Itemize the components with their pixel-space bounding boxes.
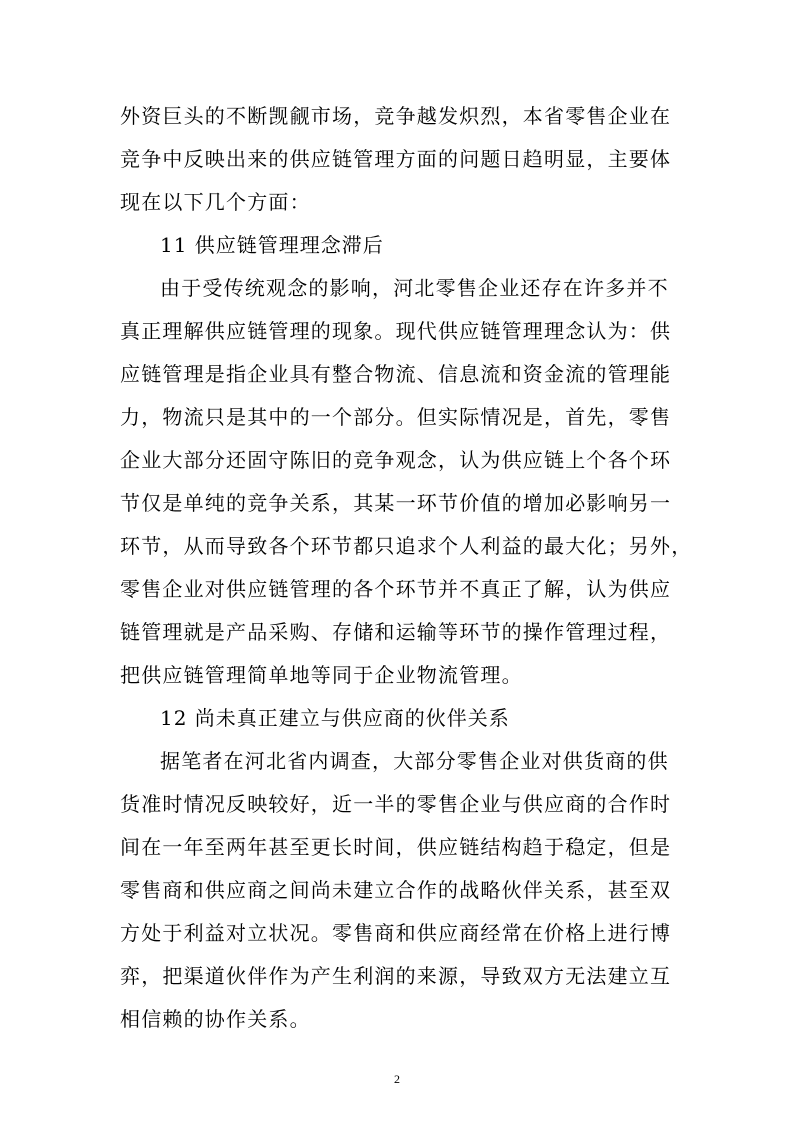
paragraph-2-line-3: 应链管理是指企业具有整合物流、信息流和资金流的管理能 <box>120 362 672 386</box>
page-number: 2 <box>394 1072 400 1086</box>
paragraph-2-line-4: 力，物流只是其中的一个部分。但实际情况是，首先，零售 <box>120 405 672 429</box>
paragraph-2-line-9: 链管理就是产品采购、存储和运输等环节的操作管理过程， <box>120 620 672 644</box>
paragraph-3-line-6: 弈，把渠道伙伴作为产生利润的来源，导致双方无法建立互 <box>120 964 672 988</box>
paragraph-2-line-7: 环节，从而导致各个环节都只追求个人利益的最大化；另外， <box>120 534 693 558</box>
paragraph-1-line-3: 现在以下几个方面： <box>120 190 311 214</box>
section-heading-1: 11 供应链管理理念滞后 <box>160 233 384 257</box>
paragraph-1-line-2: 竞争中反映出来的供应链管理方面的问题日趋明显，主要体 <box>120 147 672 171</box>
paragraph-1-line-1: 外资巨头的不断觊觎市场，竞争越发炽烈，本省零售企业在 <box>120 104 672 128</box>
paragraph-3-line-2: 货准时情况反映较好，近一半的零售企业与供应商的合作时 <box>120 792 672 816</box>
paragraph-2-line-6: 节仅是单纯的竞争关系，其某一环节价值的增加必影响另一 <box>120 491 672 515</box>
paragraph-3-line-4: 零售商和供应商之间尚未建立合作的战略伙伴关系，甚至双 <box>120 878 672 902</box>
section-heading-2: 12 尚未真正建立与供应商的伙伴关系 <box>160 706 510 730</box>
paragraph-3-line-7: 相信赖的协作关系。 <box>120 1007 311 1031</box>
paragraph-2-line-2: 真正理解供应链管理的现象。现代供应链管理理念认为：供 <box>120 319 672 343</box>
paragraph-3-line-3: 间在一年至两年甚至更长时间，供应链结构趋于稳定，但是 <box>120 835 672 859</box>
paragraph-3-line-1: 据笔者在河北省内调查，大部分零售企业对供货商的供 <box>160 749 669 773</box>
paragraph-2-line-1: 由于受传统观念的影响，河北零售企业还存在许多并不 <box>160 276 669 300</box>
paragraph-3-line-5: 方处于利益对立状况。零售商和供应商经常在价格上进行博 <box>120 921 672 945</box>
paragraph-2-line-10: 把供应链管理简单地等同于企业物流管理。 <box>120 663 523 687</box>
paragraph-2-line-8: 零售企业对供应链管理的各个环节并不真正了解，认为供应 <box>120 577 672 601</box>
paragraph-2-line-5: 企业大部分还固守陈旧的竞争观念，认为供应链上个各个环 <box>120 448 672 472</box>
